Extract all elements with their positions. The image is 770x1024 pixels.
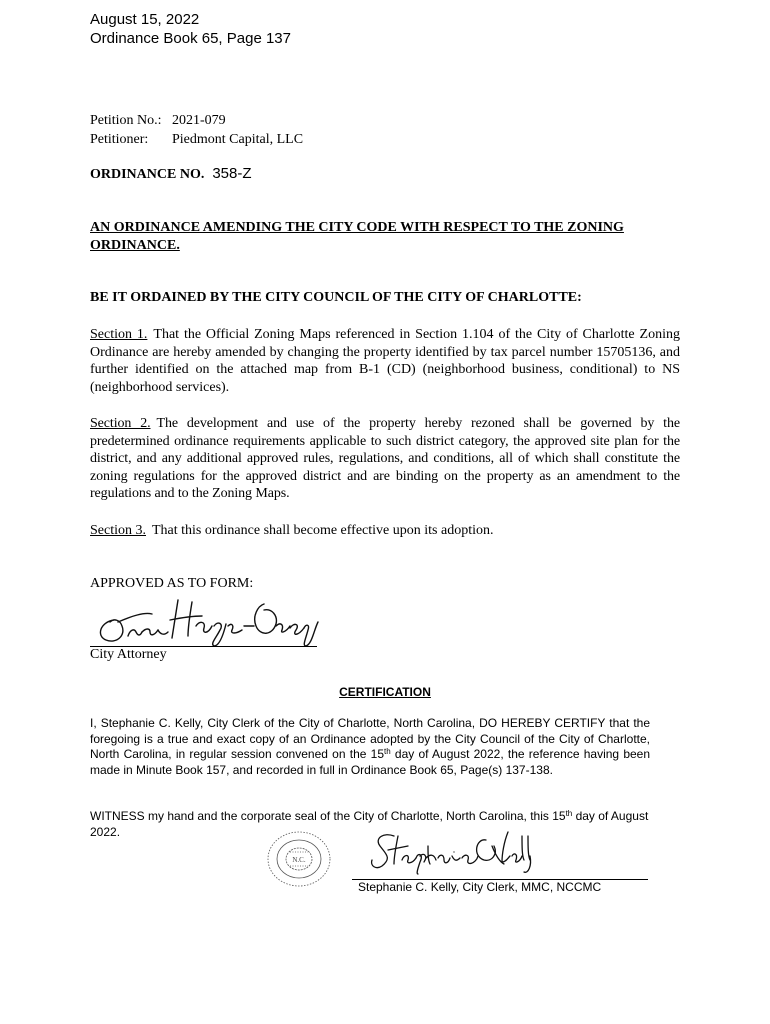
petitioner-value: Piedmont Capital, LLC [172,132,304,147]
ordinance-number-row [90,165,252,183]
section-2-text: The development and use of the property hereby rezoned shall be governed by the predetermined ordinance requirements applicable to such district category, the approved site plan for the district, and any additional approved rules, regulations, and conditions, all of which shall constitute the zoning regulations for the approved district and are binding on the property as an amendment to the regulations and to the Zoning Maps. [90,416,680,501]
approved-label: APPROVED AS TO FORM: [90,576,254,591]
header-book-page: Ordinance Book 65, Page 137 [90,30,291,47]
city-seal [266,830,332,888]
ordinance-label: ORDINANCE NO. [90,167,205,182]
section-1 [90,326,680,396]
section-3 [90,522,680,540]
petition-number-label: Petition No.: [90,113,162,128]
petition-number-value: 2021-079 [172,113,226,128]
ordinance-title: AN ORDINANCE AMENDING THE CITY CODE WITH RESPECT TO THE ZONING ORDINANCE. [90,220,624,253]
ordinance-number: 358-Z [212,165,252,182]
header-date: August 15, 2022 [90,11,200,28]
witness-text-a: WITNESS my hand and the corporate seal of the City of Charlotte, North Carolina, this 15 [90,809,566,823]
certification-heading: CERTIFICATION [339,685,431,699]
attorney-signature [92,596,322,648]
attorney-title: City Attorney [90,647,167,662]
clerk-name-title: Stephanie C. Kelly, City Clerk, MMC, NCCMC [358,880,602,894]
petitioner-row [90,130,303,149]
certification-body [90,716,650,778]
witness-sup: th [565,809,573,818]
certification-sup: th [384,747,391,757]
section-1-heading: Section 1. [90,327,148,342]
section-2-heading: Section 2. [90,416,151,431]
witness-text-b: day of August 2022. [90,809,649,839]
petitioner-label: Petitioner: [90,132,149,147]
section-3-heading: Section 3. [90,523,146,538]
petition-number-row [90,111,226,130]
seal-text: N.C. [292,856,306,864]
section-1-text: That the Official Zoning Maps referenced in Section 1.104 of the City of Charlotte Zoning Ordinance are hereby amended by changing the property identified by tax parcel number 15705136, and further identified on the attached map from B-1 (CD) (neighborhood business, conditional) to NS (neighborhood services). [90,327,680,395]
section-3-text: That this ordinance shall become effective upon its adoption. [152,523,494,538]
clerk-signature [368,826,538,876]
section-2 [90,415,680,503]
certification-text-b: day of August 2022, the reference having been made in Minute Book 157, and recorded in full in Ordinance Book 65, Page(s) 137-138. [90,747,651,777]
certification-text-a: I, Stephanie C. Kelly, City Clerk of the City of Charlotte, North Carolina, DO HEREBY CERTIFY that the foregoing is a true and exact copy of an Ordinance adopted by the City Council of the City of Charlotte, North Carolina, in regular session convened on the 15 [90,716,650,762]
ordained-clause: BE IT ORDAINED BY THE CITY COUNCIL OF THE CITY OF CHARLOTTE: [90,290,582,305]
